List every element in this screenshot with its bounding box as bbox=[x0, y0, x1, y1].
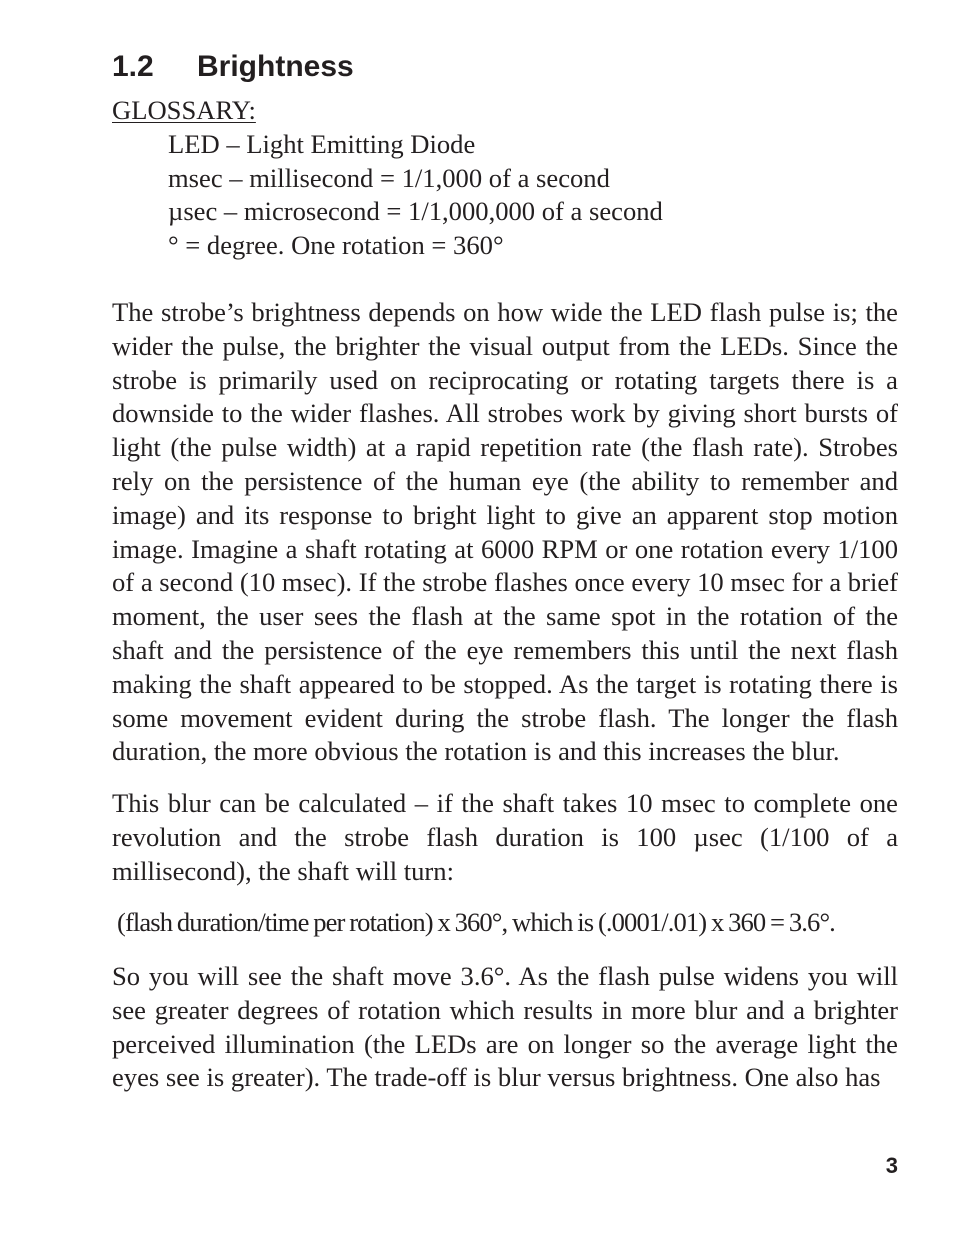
section-number: 1.2 bbox=[112, 50, 154, 83]
paragraph-blur-calculation: This blur can be calculated – if the shaft takes 10 msec to complete one revolution and the strobe flash duration is 100 µsec (1/100 of a millisecond), the shaft will turn: bbox=[112, 788, 898, 886]
glossary-item-led: LED – Light Emitting Diode bbox=[168, 128, 476, 159]
glossary-item-usec: µsec – microsecond = 1/1,000,000 of a second bbox=[168, 196, 663, 227]
glossary-title-row bbox=[112, 94, 898, 128]
glossary bbox=[112, 94, 898, 263]
paragraph-blur-vs-brightness: So you will see the shaft move 3.6°. As the flash pulse widens you will see greater degrees of rotation which results in more blur and a brighter perceived illumination (the LEDs are on longer so the average light the eyes see is greater). The trade-off is blur versus brightness. One also has bbox=[112, 961, 898, 1093]
section-title: Brightness bbox=[197, 50, 354, 83]
section-heading bbox=[112, 49, 354, 85]
glossary-item-msec: msec – millisecond = 1/1,000 of a second bbox=[168, 162, 610, 193]
glossary-title: GLOSSARY: bbox=[112, 95, 256, 125]
paragraph-pulse-width: The strobe’s brightness depends on how wide the LED flash pulse is; the wider the pulse, the brighter the visual output from the LEDs. Since the strobe is primarily used on reciprocating or rotating targets there is a downside to the wider flashes. All strobes work by giving short bursts of light (the pulse width) at a rapid repetition rate (the flash rate). Strobes rely on the persistence of the human eye (the ability to remember and image) and its response to bright light to give an apparent stop motion image. Imagine a shaft rotating at 6000 RPM or one rotation every 1/100 of a second (10 msec). If the strobe flashes once every 10 msec for a brief moment, the user sees the flash at the same spot in the rotation of the shaft and the persistence of the eye remembers this until the next flash making the shaft appeared to be stopped. As the target is rotating there is some movement evident during the strobe flash. The longer the flash duration, the more obvious the rotation is and this increases the blur. bbox=[112, 297, 898, 767]
page-number: 3 bbox=[885, 1153, 898, 1178]
glossary-item-degree: ° = degree. One rotation = 360° bbox=[168, 230, 504, 261]
formula-line: (flash duration/time per rotation) x 360°, which is (.0001/.01) x 360 = 3.6°. bbox=[117, 907, 835, 937]
